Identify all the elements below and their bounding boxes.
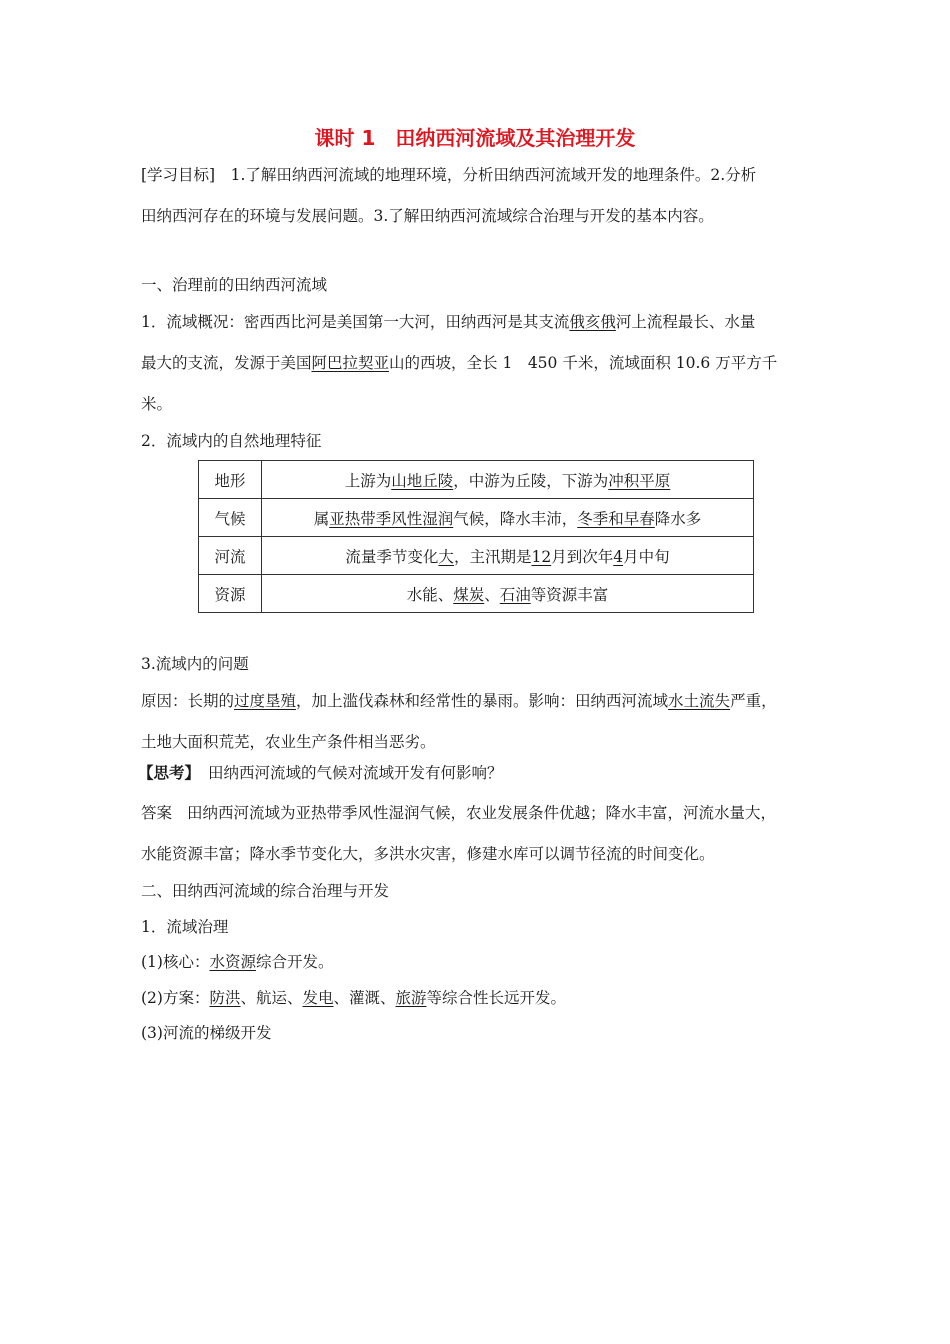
- table-row: [199, 499, 754, 537]
- table-row: [199, 575, 754, 613]
- row-value-terrain: [262, 461, 754, 499]
- section-1-heading: 一、治理前的田纳西河流域: [141, 276, 328, 294]
- answer-blank-ohio: 俄亥俄: [569, 313, 616, 331]
- natural-features-heading: 2．流域内的自然地理特征: [141, 432, 322, 450]
- text: 最大的支流，发源于美国: [141, 354, 312, 372]
- answer-blank: 大: [438, 547, 454, 566]
- basin-overview-line-3: 米。: [141, 395, 173, 413]
- management-core: [141, 950, 334, 972]
- text: 、航运、: [240, 989, 303, 1007]
- answer-blank-flood-control: 防洪: [209, 989, 241, 1007]
- answer-line-2: 水能资源丰富；降水季节变化大，多洪水灾害，修建水库可以调节径流的时间变化。: [141, 845, 715, 863]
- text: 1．流域概况：密西西比河是美国第一大河，田纳西河是其支流: [141, 313, 570, 331]
- row-key-terrain: 地形: [199, 461, 262, 499]
- answer-blank: 石油: [499, 585, 531, 604]
- text: (2)方案：: [141, 989, 210, 1007]
- answer-line-1: [141, 801, 776, 823]
- text: 原因：长期的: [141, 692, 235, 710]
- text: 月到次年: [551, 547, 614, 566]
- answer-blank-soil-erosion: 水土流失: [668, 692, 731, 710]
- learning-objectives-line-2: 田纳西河存在的环境与发展问题。3.了解田纳西河流域综合治理与开发的基本内容。: [141, 207, 714, 225]
- text: 等综合性长远开发。: [426, 989, 567, 1007]
- answer-blank: 山地丘陵: [391, 471, 454, 490]
- think-question-text: 田纳西河流域的气候对流域开发有何影响？: [208, 764, 503, 782]
- answer-blank: 亚热带季风性湿润: [329, 509, 454, 528]
- text: ，加上滥伐森林和经常性的暴雨。影响：田纳西河流域: [296, 692, 669, 710]
- text: 河上流程最长、水量: [615, 313, 756, 331]
- cascade-development: (3)河流的梯级开发: [141, 1024, 272, 1042]
- answer-blank-water-resources: 水资源: [209, 953, 256, 971]
- answer-blank-appalachia: 阿巴拉契亚: [311, 354, 390, 372]
- table-row: [199, 461, 754, 499]
- answer-blank-overcultivation: 过度垦殖: [234, 692, 297, 710]
- text: (1)核心：: [141, 953, 210, 971]
- text: 水能、: [406, 585, 454, 604]
- answer-blank: 煤炭: [453, 585, 485, 604]
- text: 上游为: [344, 471, 392, 490]
- text: 、: [484, 585, 500, 604]
- text: 田纳西河流域为亚热带季风性湿润气候，农业发展条件优越；降水丰富，河流水量大，: [187, 804, 777, 822]
- text: 气候，降水丰沛，: [453, 509, 578, 528]
- basin-problems-heading: 3.流域内的问题: [141, 655, 249, 673]
- row-key-river: 河流: [199, 537, 262, 575]
- row-value-climate: [262, 499, 754, 537]
- basin-management-heading: 1．流域治理: [141, 918, 229, 936]
- management-plan: [141, 986, 566, 1008]
- problems-line-2: 土地大面积荒芜，农业生产条件相当恶劣。: [141, 733, 436, 751]
- basin-overview-line-1: [141, 310, 755, 332]
- natural-features-table: [198, 460, 754, 613]
- text: 流量季节变化: [345, 547, 439, 566]
- answer-blank: 冲积平原: [608, 471, 671, 490]
- think-question: [138, 761, 503, 783]
- section-2-heading: 二、田纳西河流域的综合治理与开发: [141, 882, 390, 900]
- text: 山的西坡，全长 1 450 千米，流域面积 10.6 万平方千: [389, 354, 778, 372]
- learning-objectives-line-1: [学习目标] 1.了解田纳西河流域的地理环境，分析田纳西河流域开发的地理条件。2.分析: [141, 166, 757, 184]
- basin-overview-line-2: [141, 351, 777, 373]
- think-label: 【思考】: [138, 763, 201, 782]
- table-row: [199, 537, 754, 575]
- problems-line-1: [141, 689, 777, 711]
- text: 月中旬: [623, 547, 670, 566]
- row-key-climate: 气候: [199, 499, 262, 537]
- text: 、灌溉、: [333, 989, 396, 1007]
- answer-blank-power: 发电: [302, 989, 334, 1007]
- text: 综合开发。: [255, 953, 334, 971]
- row-value-resources: [262, 575, 754, 613]
- row-value-river: [262, 537, 754, 575]
- answer-blank: 4: [613, 547, 624, 566]
- page-title: 课时 1 田纳西河流域及其治理开发: [314, 126, 636, 150]
- answer-blank: 冬季和早春: [577, 509, 655, 528]
- text: ，中游为丘陵，下游为: [453, 471, 609, 490]
- text: 严重，: [730, 692, 777, 710]
- text: ，主汛期是: [453, 547, 532, 566]
- answer-blank-tourism: 旅游: [395, 989, 427, 1007]
- row-key-resources: 资源: [199, 575, 262, 613]
- text: 属: [313, 509, 330, 528]
- text: 降水多: [654, 509, 702, 528]
- text: 等资源丰富: [530, 585, 609, 604]
- answer-label: 答案: [141, 804, 173, 822]
- answer-blank: 12: [531, 547, 552, 566]
